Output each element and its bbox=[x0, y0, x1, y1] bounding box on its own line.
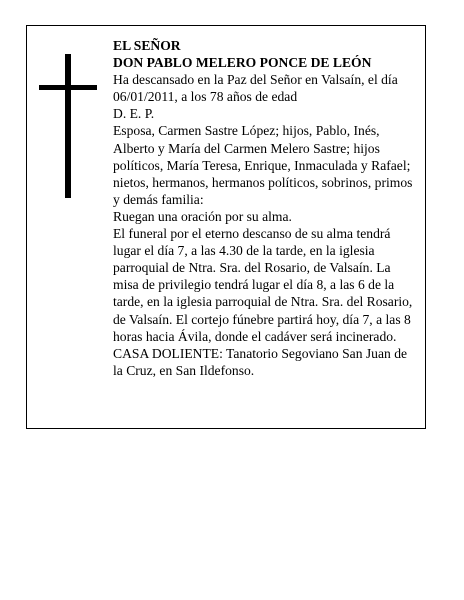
family-list: Esposa, Carmen Sastre López; hijos, Pablo, Inés, Alberto y María del Carmen Melero Sastre; hijos políticos, María Teresa, Enrique, Inmaculada y Rafael; nietos, hermanos, hermanos políticos, sobrinos, primos y demás familia: bbox=[113, 123, 413, 207]
obituary-notice bbox=[26, 25, 426, 429]
notice-title: EL SEÑOR bbox=[113, 38, 181, 53]
rest-in-peace: D. E. P. bbox=[113, 106, 155, 122]
death-details: Ha descansado en la Paz del Señor en Valsaín, el día 06/01/2011, a los 78 años de edad bbox=[113, 72, 398, 105]
latin-cross-icon bbox=[39, 54, 97, 198]
notice-text bbox=[113, 37, 419, 379]
deceased-name: DON PABLO MELERO PONCE DE LEÓN bbox=[113, 55, 372, 71]
mourning-house: CASA DOLIENTE: Tanatorio Segoviano San Juan de la Cruz, en San Ildefonso. bbox=[113, 345, 408, 378]
cross-horizontal-bar bbox=[39, 85, 97, 90]
prayer-request: Ruegan una oración por su alma. bbox=[113, 208, 292, 224]
funeral-details: El funeral por el eterno descanso de su alma tendrá lugar el día 7, a las 4.30 de la tarde, en la iglesia parroquial de Ntra. Sra. del Rosario, de Valsaín. La misa de privilegio tendrá lugar el día 8, a las 6 de la tarde, en la iglesia parroquial de Ntra. Sra. del Rosario, de Valsaín. El cortejo fúnebre partirá hoy, día 7, a las 8 horas hacia Ávila, donde el cadáver será incinerado. bbox=[113, 226, 413, 344]
cross-vertical-bar bbox=[65, 54, 71, 198]
